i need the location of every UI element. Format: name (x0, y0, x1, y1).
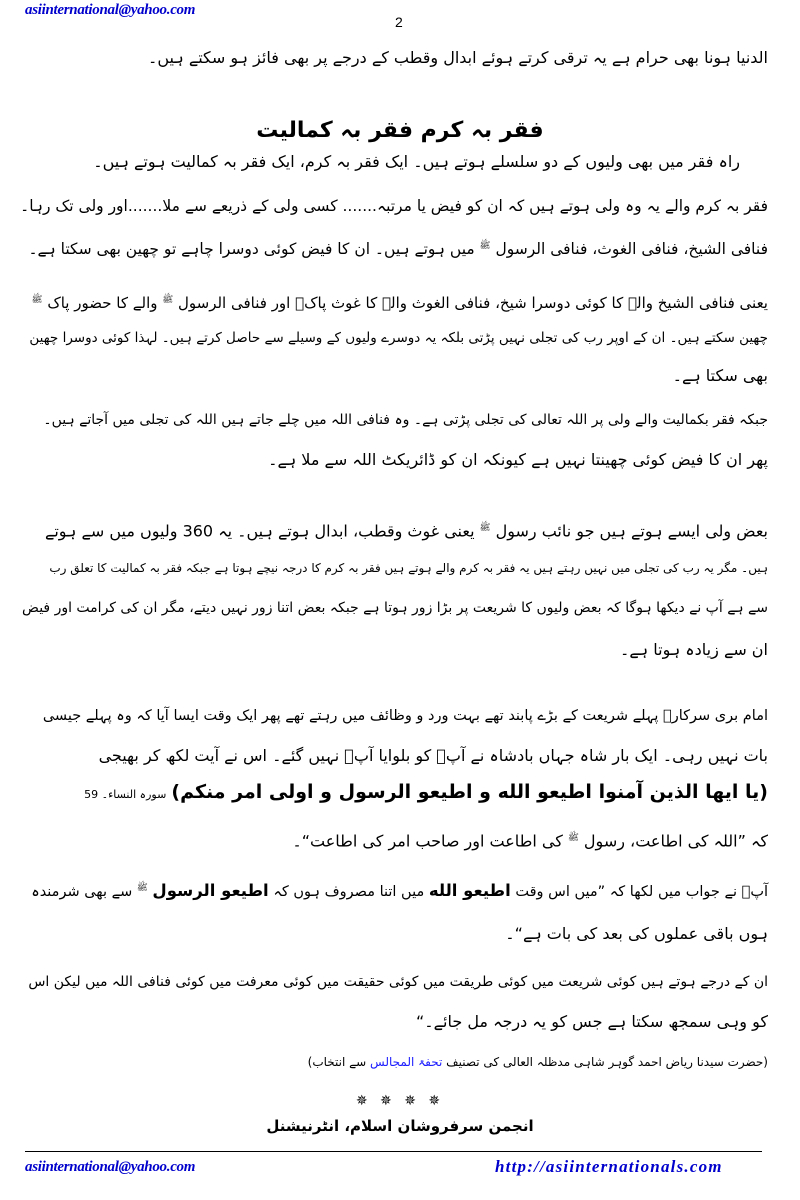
reply-bold-2: اطیعو الرسول (152, 880, 269, 900)
paragraph-5-line-2: پھر ان کا فیض کوئی چھینتا نہیں ہے کیونکہ ان کو ڈائریکٹ اللہ سے ملا ہے۔ (268, 450, 768, 469)
reply-line-2: ہوں باقی عملوں کی بعد کی بات ہے“۔ (505, 924, 768, 943)
salawat-icon: ﷺ (136, 883, 148, 893)
translation-part-b: کی اطاعت اور صاحب امر کی اطاعت“۔ (292, 831, 563, 851)
paragraph-4-line-1 (32, 288, 768, 315)
page-number: 2 (395, 14, 403, 30)
paragraph-7-line-2: بات نہیں رہی۔ ایک بار شاہ جہاں بادشاہ نے آپؒ کو بلوایا آپؒ نہیں گئے۔ اس نے آیت لکھ کر بھیجی (98, 746, 768, 765)
footer-divider (25, 1151, 762, 1152)
salawat-icon: ﷺ (567, 833, 579, 843)
paragraph-6-part-b: یعنی غوث وقطب، ابدال ہوتے ہیں۔ یہ 360 ولیوں میں سے ہوتے (44, 521, 475, 541)
ornament-stars-icon: ✵ ✵ ✵ ✵ (355, 1093, 445, 1109)
citation-book-title: تحفۃ المجالس (370, 1055, 443, 1069)
reply-line-1 (31, 876, 768, 904)
paragraph-1: راہ فقر میں بھی ولیوں کے دو سلسلے ہوتے ہیں۔ ایک فقر بہ کرم، ایک فقر بہ کمالیت ہوتے ہیں۔ (93, 152, 740, 171)
citation-part-b: سے انتخاب) (307, 1055, 367, 1069)
reply-part-b: میں اتنا مصروف ہوں کہ (273, 883, 425, 900)
footer-website-link[interactable]: http://asiinternationals.com (495, 1157, 723, 1176)
paragraph-2: فقر بہ کرم والے یہ وہ ولی ہوتے ہیں کہ ان کو فیض یا مرتبہ....... کسی ولی کے ذریعے سے ملا.......اور ولی تک رہا۔ (20, 197, 768, 215)
verse-text: (یا ایھا الذین آمنوا اطیعو الله و اطیعو الرسول و اولی امر منکم) (171, 781, 768, 803)
reply-part-c: سے بھی شرمندہ (31, 883, 133, 900)
citation-part-a: (حضرت سیدنا ریاض احمد گوہر شاہی مدظلہ العالی کی تصنیف (446, 1055, 768, 1069)
paragraph-6-line-3: سے ہے آپ نے دیکھا ہوگا کہ بعض ولیوں کا شریعت پر بڑا زور ہوتا ہے جبکہ بعض اتنا زور نہیں دیتے، مگر ان کی کرامت اور فیض (22, 600, 768, 616)
salawat-icon: ﷺ (31, 295, 43, 305)
citation (308, 1050, 768, 1074)
paragraph-6-line-1 (45, 516, 768, 543)
paragraph-6-line-4: ان سے زیادہ ہوتا ہے۔ (620, 640, 768, 659)
reply-bold-1: اطیعو الله (428, 880, 511, 900)
salawat-icon: ﷺ (479, 241, 491, 251)
organization-name: انجمن سرفروشان اسلام، انٹرنیشنل (266, 1117, 534, 1135)
paragraph-4-line-3: بھی سکتا ہے۔ (672, 366, 768, 385)
header-email-link[interactable]: asiinternational@yahoo.com (25, 2, 196, 18)
paragraph-8-line-1: ان کے درجے ہوتے ہیں کوئی شریعت میں کوئی طریقت میں کوئی حقیقت میں کوئی معرفت میں کوئی فنافی اللہ میں لیکن اس (28, 974, 768, 990)
reply-part-a: آپؒ نے جواب میں لکھا کہ ”میں اس وقت (515, 883, 768, 900)
paragraph-6-part-a: بعض ولی ایسے ہوتے ہیں جو نائب رسول (495, 521, 768, 541)
paragraph-3-part-b: میں ہوتے ہیں۔ ان کا فیض کوئی دوسرا چاہے تو چھین بھی سکتا ہے۔ (28, 240, 475, 259)
paragraph-4-part-b: والے کا حضور پاک (47, 294, 158, 312)
paragraph-4-line-2: چھین سکتے ہیں۔ ان کے اوپر رب کی تجلی نہیں پڑتی بلکہ یہ دوسرے ولیوں کے وسیلے سے حاصل کرتے ہیں۔ لہذا کوئی دوسرا چھین (29, 330, 768, 346)
translation-line (292, 826, 768, 853)
quran-verse (84, 780, 768, 807)
salawat-icon: ﷺ (479, 523, 491, 533)
paragraph-3-part-a: فنافی الشیخ، فنافی الغوث، فنافی الرسول (495, 240, 768, 259)
paragraph-4-part-a: یعنی فنافی الشیخ والے کا کوئی دوسرا شیخ، فنافی الغوث والے کا غوث پاکؒ اور فنافی الرسول (177, 294, 768, 312)
paragraph-8-line-2: کو وہی سمجھ سکتا ہے جس کو یہ درجہ مل جائے۔“ (415, 1012, 768, 1031)
footer-email-link[interactable]: asiinternational@yahoo.com (25, 1159, 196, 1175)
translation-part-a: کہ ”اللہ کی اطاعت، رسول (583, 831, 768, 851)
paragraph-3 (28, 234, 768, 261)
paragraph-5-line-1: جبکہ فقر بکمالیت والے ولی پر اللہ تعالی کی تجلی پڑتی ہے۔ وہ فنافی اللہ میں چلے جاتے ہیں اللہ کی تجلی میں آجاتے ہیں۔ (43, 412, 768, 428)
paragraph-6-line-2: ہیں۔ مگر یہ رب کی تجلی میں نہیں رہتے ہیں یہ فقر بہ کرم والے ہوتے ہیں فقر بہ کرم کا درجہ نیچے ہوتا ہے جبکہ فقر بہ کمالیت کا تعلق رب (49, 561, 768, 575)
paragraph-7-line-1: امام بری سرکارؒ پہلے شریعت کے بڑے پابند تھے بہت ورد و وظائف میں رہتے تھے پھر ایک وقت ایسا آیا کہ وہ پہلے جیسی (42, 708, 768, 724)
section-heading: فقر بہ کرم فقر بہ کمالیت (256, 118, 544, 143)
intro-line: الدنیا ہونا بھی حرام ہے یہ ترقی کرتے ہوئے ابدال وقطب کے درجے پر بھی فائز ہو سکتے ہیں۔ (148, 48, 768, 67)
verse-reference: سورہ النساء۔ 59 (84, 788, 167, 801)
salawat-icon: ﷺ (162, 295, 174, 305)
